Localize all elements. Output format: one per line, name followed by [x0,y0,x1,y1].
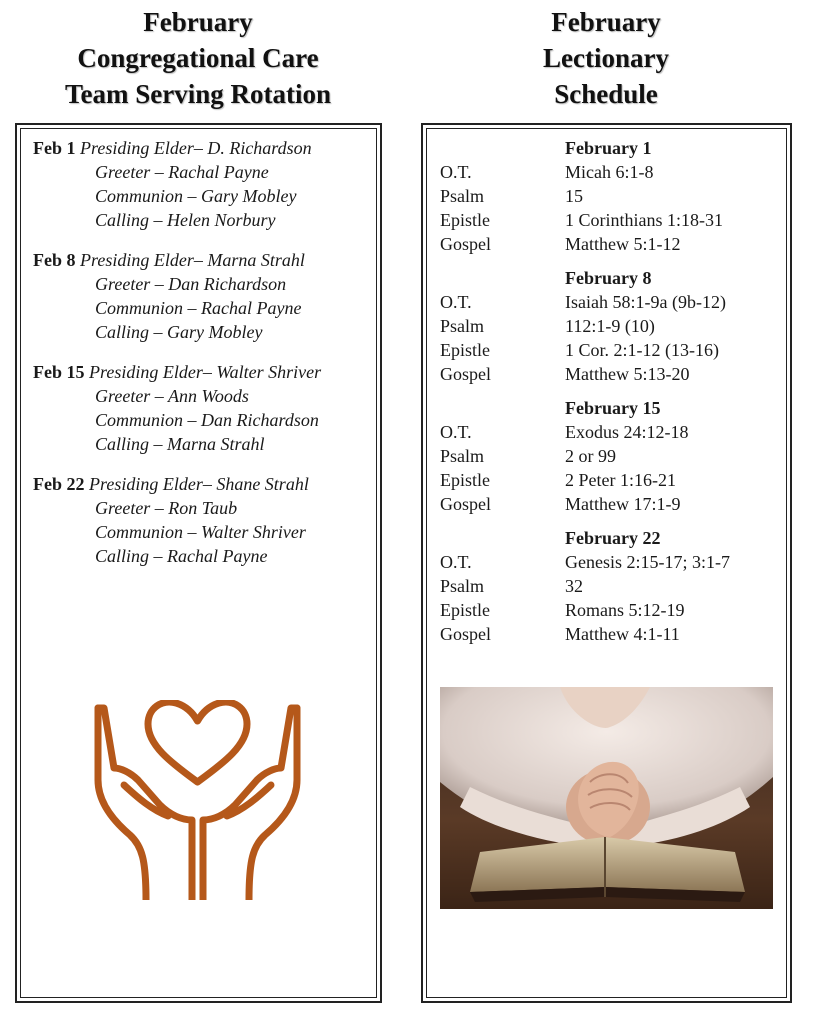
reading-ref: Genesis 2:15-17; 3:1-7 [565,552,730,572]
reading-label: Epistle [440,600,490,620]
reading-ref: 2 Peter 1:16-21 [565,470,676,490]
reading-ref: Matthew 4:1-11 [565,624,680,644]
reading-label: Epistle [440,470,490,490]
lectionary-title-line-3: Schedule [554,79,658,109]
communion: Communion – Rachal Payne [95,298,302,318]
greeter: Greeter – Rachal Payne [95,162,269,182]
calling: Calling – Helen Norbury [95,210,276,230]
reading-label: Gospel [440,494,491,514]
lectionary-title [420,4,792,112]
reading-label: O.T. [440,292,472,312]
calling: Calling – Rachal Payne [95,546,268,566]
reading-label: Epistle [440,210,490,230]
rotation-date: Feb 8 [33,250,76,270]
lectionary-week-feb-1 [440,136,780,256]
reading-ref: Matthew 17:1-9 [565,494,681,514]
hands-holding-heart-icon [90,700,305,900]
rotation-title [15,4,381,112]
lectionary-week-feb-15 [440,396,780,516]
reading-label: Psalm [440,316,485,336]
week-heading: February 22 [565,528,661,548]
reading-label: Psalm [440,186,485,206]
rotation-title-line-2: Congregational Care [77,43,319,73]
reading-ref: Isaiah 58:1-9a (9b-12) [565,292,726,312]
week-heading: February 15 [565,398,661,418]
lectionary-title-line-1: February [551,7,661,37]
reading-ref: 32 [565,576,583,596]
reading-ref: Romans 5:12-19 [565,600,685,620]
greeter: Greeter – Ann Woods [95,386,249,406]
calling: Calling – Gary Mobley [95,322,263,342]
communion: Communion – Walter Shriver [95,522,306,542]
rotation-title-line-1: February [143,7,253,37]
reading-label: Psalm [440,446,485,466]
reading-label: Psalm [440,576,485,596]
rotation-title-line-3: Team Serving Rotation [64,79,331,109]
rotation-date: Feb 15 [33,362,85,382]
presiding-elder: Presiding Elder– Marna Strahl [80,250,305,270]
lectionary-week-feb-8 [440,266,780,386]
reading-ref: 112:1-9 (10) [565,316,655,336]
rotation-entry-feb-1 [33,136,312,232]
week-heading: February 1 [565,138,652,158]
reading-label: O.T. [440,422,472,442]
communion: Communion – Gary Mobley [95,186,297,206]
greeter: Greeter – Ron Taub [95,498,238,518]
reading-ref: Matthew 5:1-12 [565,234,681,254]
presiding-elder: Presiding Elder– Shane Strahl [89,474,309,494]
reading-ref: Matthew 5:13-20 [565,364,690,384]
reading-ref: 1 Corinthians 1:18-31 [565,210,723,230]
presiding-elder: Presiding Elder– Walter Shriver [89,362,322,382]
reading-label: O.T. [440,162,472,182]
reading-ref: 15 [565,186,583,206]
rotation-date: Feb 1 [33,138,76,158]
lectionary-week-feb-22 [440,526,780,646]
lectionary-title-line-2: Lectionary [543,43,669,73]
reading-label: Gospel [440,234,491,254]
reading-ref: Exodus 24:12-18 [565,422,689,442]
reading-ref: 2 or 99 [565,446,616,466]
presiding-elder: Presiding Elder– D. Richardson [80,138,312,158]
reading-label: O.T. [440,552,472,572]
rotation-entry-feb-8 [33,248,305,344]
rotation-entry-feb-22 [33,472,309,568]
rotation-entry-feb-15 [33,360,321,456]
greeter: Greeter – Dan Richardson [95,274,287,294]
reading-label: Epistle [440,340,490,360]
rotation-date: Feb 22 [33,474,85,494]
praying-hands-on-bible-photo [440,687,773,909]
reading-ref: Micah 6:1-8 [565,162,654,182]
calling: Calling – Marna Strahl [95,434,265,454]
reading-label: Gospel [440,624,491,644]
reading-label: Gospel [440,364,491,384]
reading-ref: 1 Cor. 2:1-12 (13-16) [565,340,719,360]
communion: Communion – Dan Richardson [95,410,319,430]
week-heading: February 8 [565,268,652,288]
